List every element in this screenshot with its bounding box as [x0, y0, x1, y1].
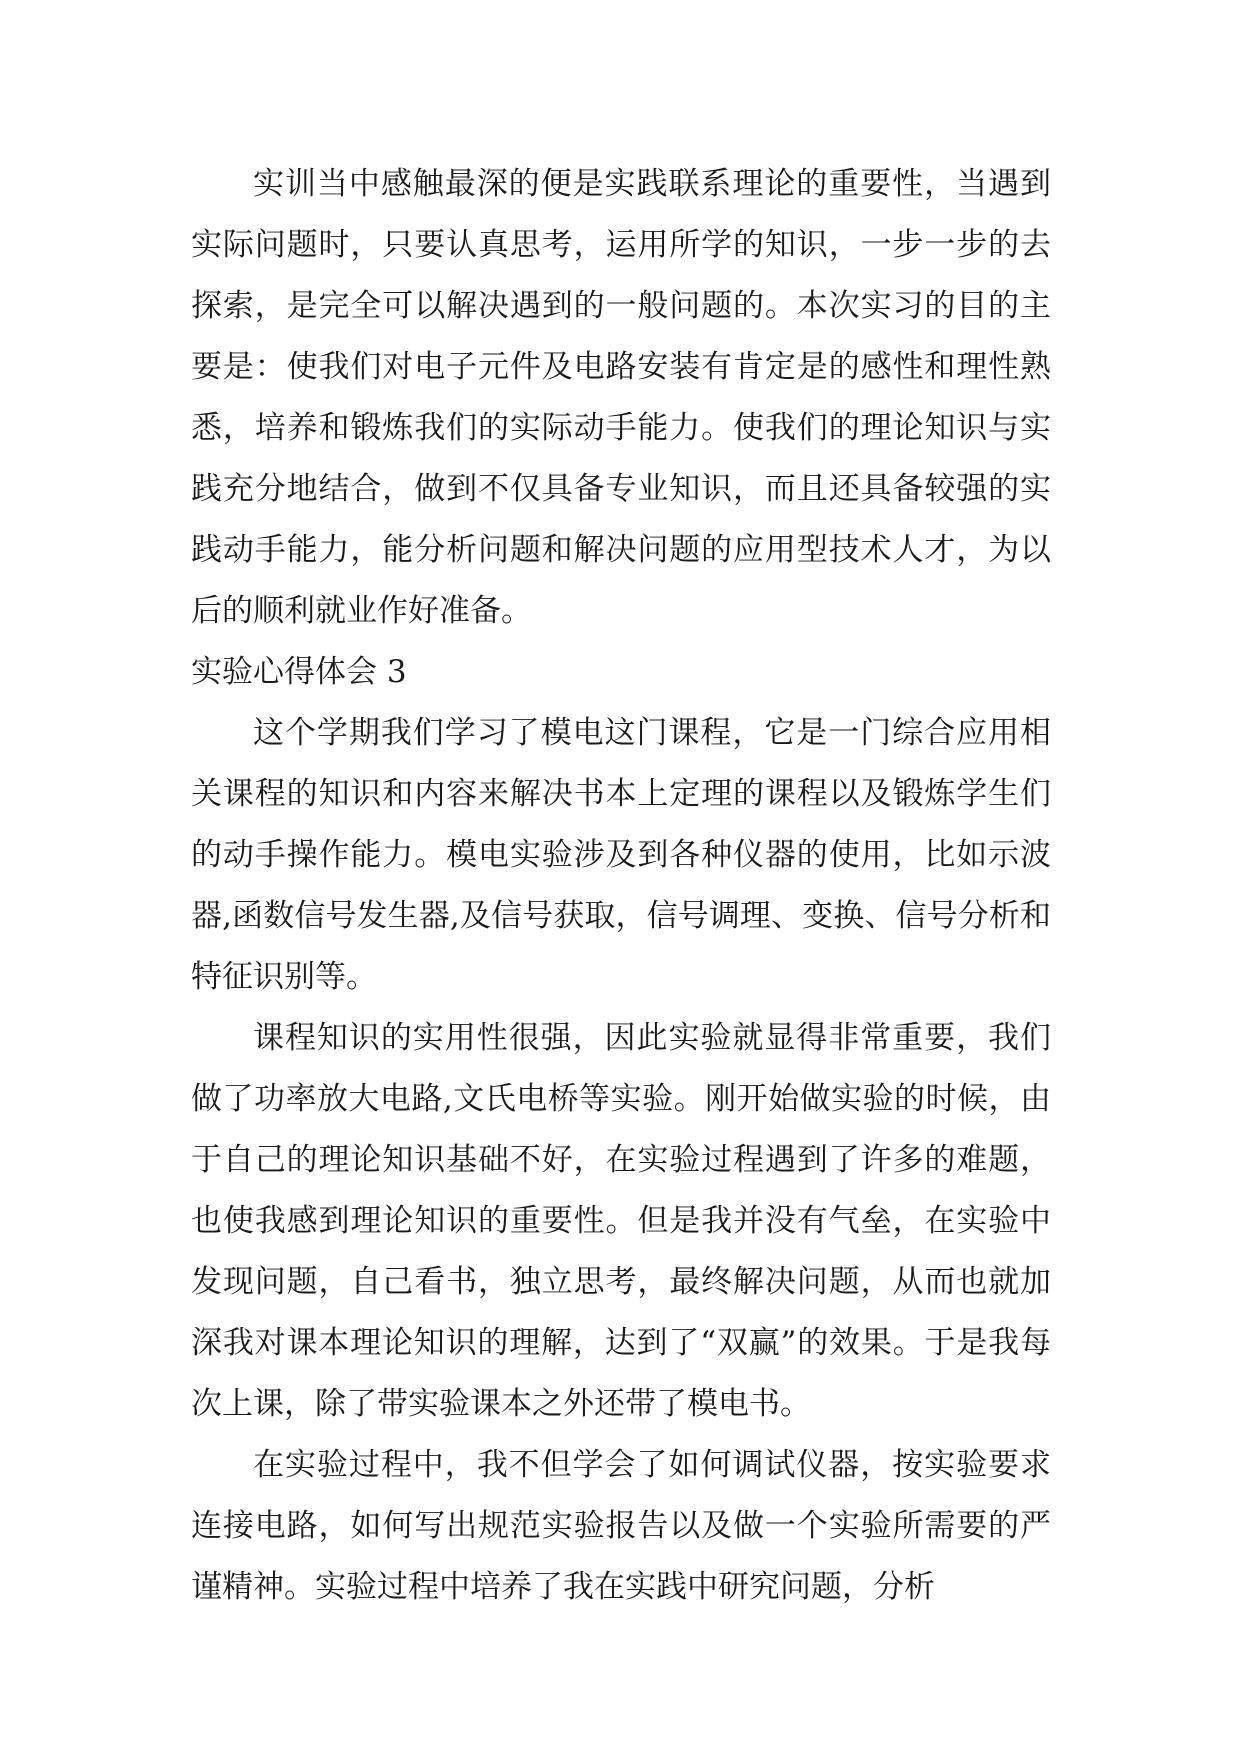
paragraph-training-reflection: 实训当中感触最深的便是实践联系理论的重要性，当遇到实际问题时，只要认真思考，运用所学的知识，一步一步的去探索，是完全可以解决遇到的一般问题的。本次实习的目的主要是：使我们对电子元件及电路安装有肯定是的感性和理性熟悉，培养和锻炼我们的实际动手能力。使我们的理论知识与实践充分地结合，做到不仅具备专业知识，而且还具备较强的实践动手能力，能分析问题和解决问题的应用型技术人才，为以后的顺利就业作好准备。 — [191, 166, 1051, 629]
document-body — [191, 154, 1051, 1618]
section-heading: 实验心得体会 3 — [191, 654, 407, 690]
paragraph-course-intro: 这个学期我们学习了模电这门课程，它是一门综合应用相关课程的知识和内容来解决书本上定理的课程以及锻炼学生们的动手操作能力。模电实验涉及到各种仪器的使用，比如示波器,函数信号发生器,及信号获取，信号调理、变换、信号分析和特征识别等。 — [191, 715, 1051, 995]
paragraph-experiment-importance: 课程知识的实用性很强，因此实验就显得非常重要，我们做了功率放大电路,文氏电桥等实验。刚开始做实验的时候，由于自己的理论知识基础不好，在实验过程遇到了许多的难题，也使我感到理论知识的重要性。但是我并没有气垒，在实验中发现问题，自己看书，独立思考，最终解决问题，从而也就加深我对课本理论知识的理解，达到了“双赢”的效果。于是我每次上课，除了带实验课本之外还带了模电书。 — [191, 1020, 1051, 1422]
paragraph-experiment-process: 在实验过程中，我不但学会了如何调试仪器，按实验要求连接电路，如何写出规范实验报告以及做一个实验所需要的严谨精神。实验过程中培养了我在实践中研究问题，分析 — [191, 1447, 1051, 1605]
